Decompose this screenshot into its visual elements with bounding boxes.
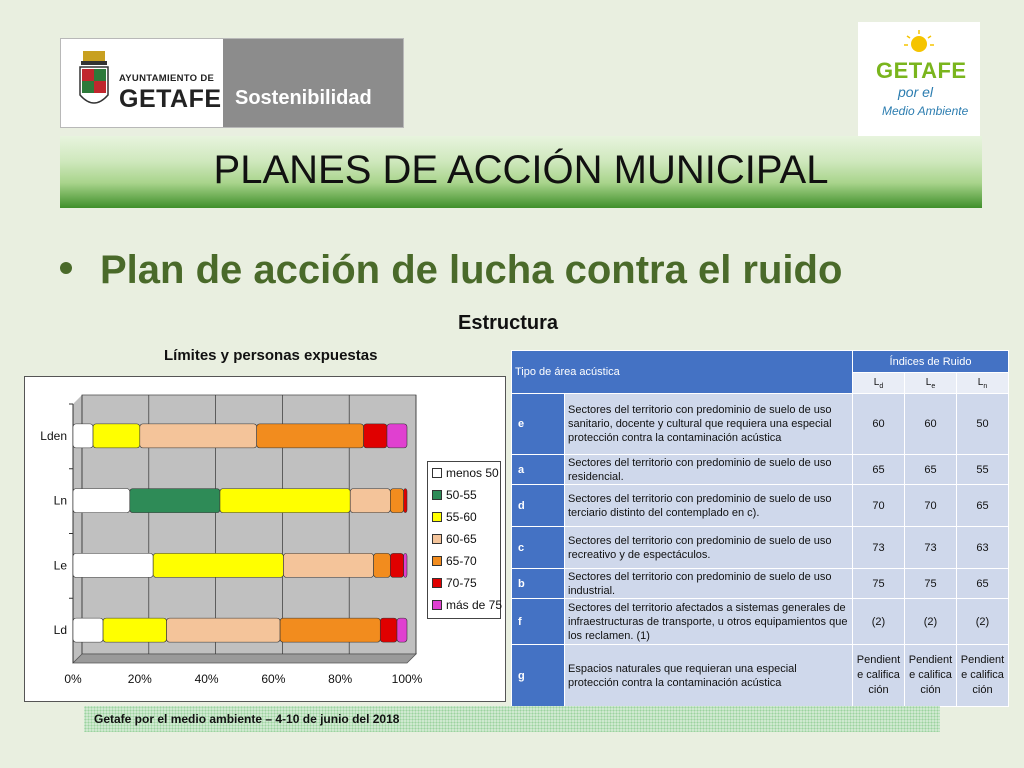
chart-y-tick-label: Le	[53, 558, 67, 573]
table-cell-description: Sectores del territorio con predominio de suelo de uso sanitario, docente y cultural que requiera una especial protección contra la contaminación acústica	[565, 394, 853, 455]
table-cell-code: f	[512, 599, 565, 645]
table-cell-ln: 63	[957, 527, 1009, 569]
legend-label: 70-75	[446, 576, 477, 590]
table-cell-le: 65	[905, 455, 957, 485]
logo-medio-por-el: por el	[898, 84, 934, 100]
chart-legend	[427, 461, 501, 619]
table-cell-description: Espacios naturales que requieran una especial protección contra la contaminación acústica	[565, 645, 853, 707]
legend-item	[432, 598, 502, 614]
legend-item	[432, 576, 477, 592]
table-cell-le: Pendiente calificación	[905, 645, 957, 707]
chart-y-tick-label: Lden	[40, 428, 67, 443]
chart-bar-segment	[153, 553, 283, 577]
table-cell-le: (2)	[905, 599, 957, 645]
chart-bar-segment	[280, 618, 380, 642]
table-cell-ln: 65	[957, 485, 1009, 527]
table-cell-description: Sectores del territorio con predominio de suelo de uso industrial.	[565, 569, 853, 599]
table-cell-ln: 65	[957, 569, 1009, 599]
getafe-medio-ambiente-logo	[858, 22, 980, 142]
legend-item	[432, 532, 477, 548]
chart-bar-segment	[350, 489, 390, 513]
bullet-point-icon	[60, 262, 72, 274]
table-cell-description: Sectores del territorio con predominio de suelo de uso residencial.	[565, 455, 853, 485]
table-cell-ld: 73	[853, 527, 905, 569]
chart-x-tick-label: 20%	[127, 672, 152, 686]
table-row	[512, 455, 1009, 485]
legend-label: 50-55	[446, 488, 477, 502]
chart-y-tick-label: Ln	[53, 493, 67, 508]
table-cell-ln: (2)	[957, 599, 1009, 645]
chart-bar-segment	[73, 424, 93, 448]
legend-item	[432, 554, 477, 570]
chart-bar-segment	[140, 424, 257, 448]
chart-bar-segment	[404, 553, 407, 577]
table-row	[512, 485, 1009, 527]
chart-bar-segment	[220, 489, 350, 513]
page-title: PLANES DE ACCIÓN MUNICIPAL	[213, 148, 829, 192]
bullet-heading: Plan de acción de lucha contra el ruido	[100, 248, 843, 292]
coat-of-arms-icon	[77, 51, 111, 115]
legend-swatch	[432, 578, 442, 588]
table-cell-ld: 70	[853, 485, 905, 527]
table-header-indices: Índices de Ruido	[853, 351, 1009, 373]
logo-left-panel	[61, 39, 223, 127]
table-index-header: $L_n$	[957, 373, 1009, 394]
chart-bar-segment	[257, 424, 364, 448]
table-cell-code: d	[512, 485, 565, 527]
legend-swatch	[432, 490, 442, 500]
table-cell-ln: 50	[957, 394, 1009, 455]
legend-label: 60-65	[446, 532, 477, 546]
chart-bar-segment	[364, 424, 387, 448]
chart-bar-segment	[73, 489, 130, 513]
logo-sostenibilidad-text: Sostenibilidad	[235, 87, 372, 109]
table-cell-code: a	[512, 455, 565, 485]
chart-x-tick-label: 0%	[64, 672, 82, 686]
chart-bar-segment	[103, 618, 166, 642]
legend-swatch	[432, 556, 442, 566]
chart-bar-segment	[167, 618, 281, 642]
lightbulb-icon	[904, 30, 934, 60]
getafe-sostenibilidad-logo	[60, 38, 404, 128]
legend-item	[432, 488, 477, 504]
structure-label: Estructura	[458, 312, 559, 334]
table-cell-ld: 60	[853, 394, 905, 455]
legend-swatch	[432, 534, 442, 544]
chart-floor	[73, 654, 416, 663]
table-cell-code: e	[512, 394, 565, 455]
legend-label: menos 50	[446, 466, 499, 480]
chart-bar-segment	[73, 618, 103, 642]
table-row	[512, 569, 1009, 599]
legend-swatch	[432, 468, 442, 478]
chart-bar-segment	[130, 489, 220, 513]
table-cell-le: 60	[905, 394, 957, 455]
legend-swatch	[432, 600, 442, 610]
table-row	[512, 527, 1009, 569]
table-cell-code: b	[512, 569, 565, 599]
noise-limits-table	[511, 350, 1009, 707]
table-row	[512, 599, 1009, 645]
table-cell-le: 75	[905, 569, 957, 599]
legend-item	[432, 510, 477, 526]
chart-y-tick-label: Ld	[53, 623, 67, 638]
chart-x-tick-label: 40%	[194, 672, 219, 686]
stacked-bar-chart	[24, 376, 506, 702]
legend-item	[432, 466, 499, 482]
chart-bar-segment	[73, 553, 153, 577]
table-cell-ld: Pendiente calificación	[853, 645, 905, 707]
chart-x-tick-label: 100%	[391, 672, 423, 686]
table-cell-ln: 55	[957, 455, 1009, 485]
table-cell-description: Sectores del territorio con predominio de suelo de uso terciario distinto del contemplado en c).	[565, 485, 853, 527]
table-cell-code: c	[512, 527, 565, 569]
chart-bar-segment	[390, 489, 403, 513]
table-cell-ld: 75	[853, 569, 905, 599]
table-cell-le: 70	[905, 485, 957, 527]
table-cell-ln: Pendiente calificación	[957, 645, 1009, 707]
chart-x-tick-label: 60%	[261, 672, 286, 686]
title-band	[60, 136, 982, 208]
logo-right-panel	[223, 39, 403, 127]
footer-bar	[84, 706, 940, 732]
table-cell-ld: 65	[853, 455, 905, 485]
table-cell-description: Sectores del territorio con predominio de suelo de uso recreativo y de espectáculos.	[565, 527, 853, 569]
table-index-header: $L_d$	[853, 373, 905, 394]
chart-bar-segment	[387, 424, 407, 448]
table-row	[512, 394, 1009, 455]
chart-bar-segment	[404, 489, 407, 513]
chart-bar-segment	[390, 553, 403, 577]
table-cell-description: Sectores del territorio afectados a sistemas generales de infraestructuras de transporte, u otros equipamientos que los reclamen. (1)	[565, 599, 853, 645]
chart-title: Límites y personas expuestas	[164, 347, 378, 364]
chart-bar-segment	[397, 618, 407, 642]
chart-x-tick-label: 80%	[328, 672, 353, 686]
table-index-header: $L_e$	[905, 373, 957, 394]
chart-bar-segment	[374, 553, 391, 577]
legend-label: 55-60	[446, 510, 477, 524]
legend-label: más de 75	[446, 598, 503, 612]
footer-text: Getafe por el medio ambiente – 4-10 de junio del 2018	[94, 712, 400, 726]
logo-medio-title: GETAFE	[876, 58, 967, 83]
table-cell-le: 73	[905, 527, 957, 569]
table-header-area: Tipo de área acústica	[512, 351, 853, 394]
table-cell-code: g	[512, 645, 565, 707]
logo-getafe-text: GETAFE	[119, 85, 222, 113]
legend-label: 65-70	[446, 554, 477, 568]
logo-ayuntamiento-text: AYUNTAMIENTO DE	[119, 73, 215, 84]
chart-bar-segment	[283, 553, 373, 577]
logo-medio-ambiente: Medio Ambiente	[882, 104, 969, 118]
table-row	[512, 645, 1009, 707]
chart-bar-segment	[93, 424, 140, 448]
legend-swatch	[432, 512, 442, 522]
chart-bar-segment	[380, 618, 397, 642]
table-cell-ld: (2)	[853, 599, 905, 645]
